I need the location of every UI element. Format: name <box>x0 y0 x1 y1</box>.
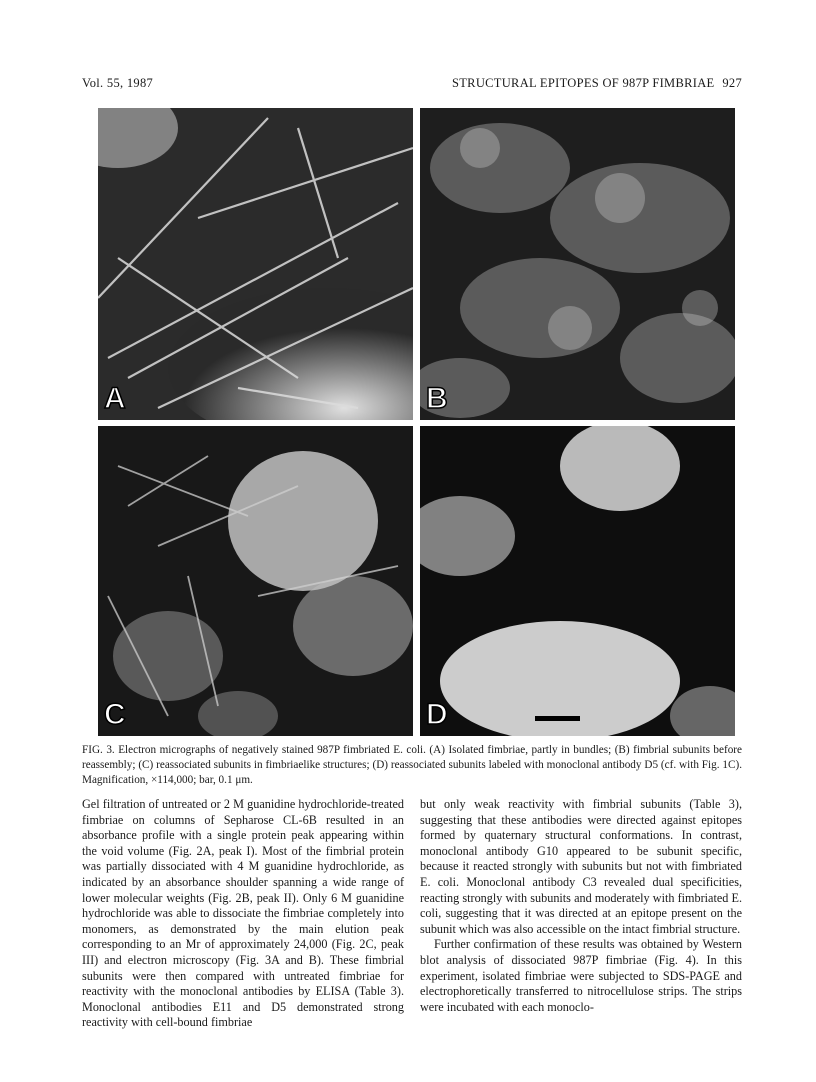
paragraph: Further confirmation of these results was obtained by Western blot analysis of dissociated 987P fimbriae (Fig. 4). In this experiment, isolated fimbriae were subjected to SDS-PAGE and electrophoretically transferred to nitrocellulose strips. The strips were incubated with each monoclo- <box>420 937 742 1014</box>
running-header <box>82 76 742 96</box>
figure-caption: FIG. 3. Electron micrographs of negatively stained 987P fimbriated E. coli. (A) Isolated fimbriae, partly in bundles; (B) fimbrial subunits before reassembly; (C) reassociated subunits in fimbriaelike structures; (D) reassociated subunits labeled with monoclonal antibody D5 (cf. with Fig. 1C). Magnification, ×114,000; bar, 0.1 μm. <box>82 744 742 786</box>
micrograph-panel-c <box>98 426 413 736</box>
page-number: 927 <box>722 76 742 90</box>
running-title: STRUCTURAL EPITOPES OF 987P FIMBRIAE <box>452 76 715 90</box>
micrograph-panel-b <box>420 108 735 420</box>
paragraph: Gel filtration of untreated or 2 M guanidine hydrochloride-treated fimbriae on columns of Sepharose CL-6B resulted in an absorbance profile with a single protein peak appearing within the void volume (Fig. 2A, peak I). Most of the fimbrial protein was partially dissociated with 4 M guanidine hydrochloride, as indicated by an absorbance shoulder spanning a wide range of lower molecular weights (Fig. 2B, peak II). Only 6 M guanidine hydrochloride was able to dissociate the fimbriae completely into monomers, as demonstrated by the main elution peak corresponding to an Mr of approximately 24,000 (Fig. 2C, peak III) and electron microscopy (Fig. 3A and B). These fimbrial subunits were then compared with untreated fimbriae for reactivity with the monoclonal antibodies by ELISA (Table 3). Monoclonal antibodies E11 and D5 demonstrated strong reactivity with cell-bound fimbriae <box>82 797 404 1030</box>
panel-label-c: C <box>104 698 126 731</box>
panel-label-b: B <box>426 382 448 415</box>
scale-bar <box>535 716 580 721</box>
micrograph-panel-a <box>98 108 413 420</box>
journal-volume: Vol. 55, 1987 <box>82 76 154 90</box>
panel-label-d: D <box>426 698 448 731</box>
paragraph: but only weak reactivity with fimbrial subunits (Table 3), suggesting that these antibodies were directed against epitopes formed by quaternary structural conformations. In contrast, monoclonal antibody G10 appeared to be subunit specific, because it reacted strongly with subunits but not with fimbriated E. coli. Monoclonal antibody C3 revealed dual specificities, reacting strongly with subunits and moderately with fimbriated E. coli, suggesting that it was directed at an epitope present on the subunit which was also accessible on the intact fimbrial structure. <box>420 797 742 936</box>
body-column-left <box>82 797 404 1031</box>
micrograph-panel-d <box>420 426 735 736</box>
body-column-right <box>420 797 742 1015</box>
panel-label-a: A <box>104 382 126 415</box>
